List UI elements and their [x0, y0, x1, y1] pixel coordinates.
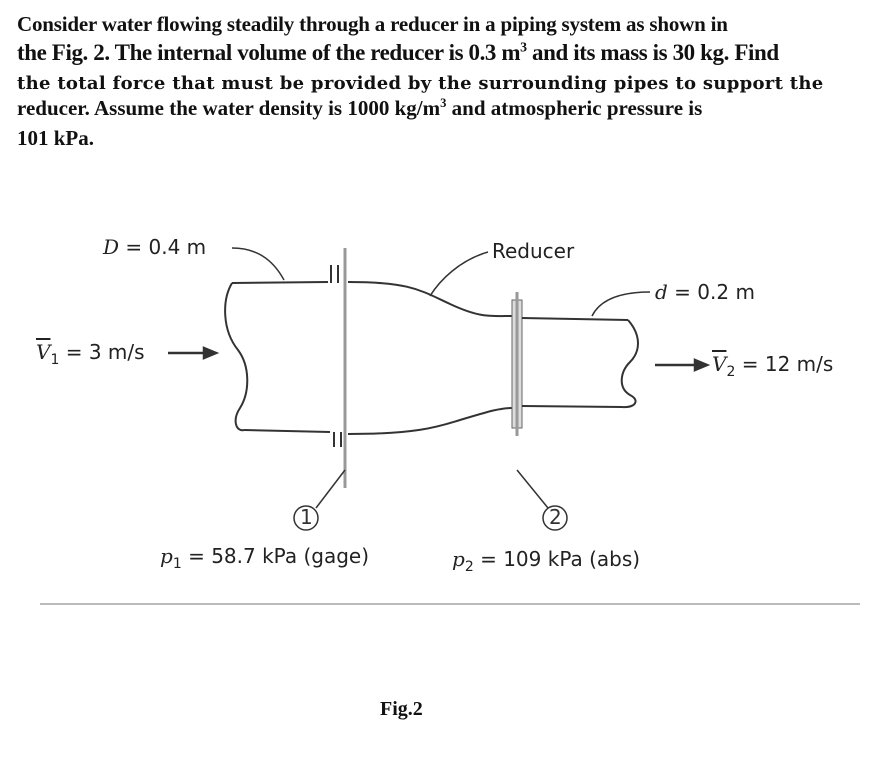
V1-value: = 3 m/s	[59, 340, 145, 364]
problem-line-5: 101 kPa.	[17, 126, 95, 150]
flange-1	[331, 265, 341, 447]
V2-symbol: $\overline{V}$	[712, 352, 727, 376]
D-value: = 0.4 m	[119, 235, 207, 259]
inlet-arrow-head	[204, 348, 216, 358]
d-value: = 0.2 m	[667, 280, 755, 304]
cubic-superscript: 3	[520, 39, 527, 55]
V2-subscript: 2	[726, 364, 736, 380]
d-symbol: d	[655, 280, 668, 304]
V1-symbol: $\overline{V}$	[36, 340, 51, 364]
reducer-bottom	[348, 408, 512, 434]
problem-line-4-tail: and atmospheric pressure is	[446, 96, 703, 120]
problem-line-4-text: reducer. Assume the water density is 1000 kg/m	[17, 96, 441, 120]
section-1-leader	[316, 470, 345, 508]
problem-line-1: Consider water flowing steadily through a reducer in a piping system as shown in	[17, 12, 728, 36]
D-leader	[232, 248, 284, 280]
V2-label	[712, 352, 833, 380]
V2-value: = 12 m/s	[735, 352, 834, 376]
inlet-pipe-bottom	[244, 430, 330, 432]
reducer-top	[348, 282, 512, 316]
problem-line-2-tail: and its mass is 30 kg. Find	[526, 40, 779, 65]
inlet-break-line	[225, 283, 247, 430]
section-1-number: 1	[300, 505, 313, 529]
cubic-superscript: 3	[440, 96, 447, 110]
p1-symbol: p	[160, 544, 173, 568]
d-leader	[592, 292, 650, 316]
p1-subscript: 1	[172, 556, 182, 572]
p2-subscript: 2	[464, 559, 474, 575]
reducer-leader	[430, 252, 488, 296]
figure-caption: Fig.2	[380, 698, 423, 720]
problem-line-2-text: the Fig. 2. The internal volume of the reducer is 0.3 m	[17, 40, 521, 65]
outlet-pipe-bottom	[522, 406, 622, 407]
outlet-break-line	[622, 320, 638, 407]
inlet-pipe-top	[232, 282, 328, 283]
d-label	[655, 280, 755, 304]
V1-label	[36, 340, 145, 368]
section-2-leader	[517, 470, 548, 508]
p2-label	[452, 547, 640, 575]
outlet-pipe-top	[522, 318, 628, 320]
V1-subscript: 1	[50, 352, 60, 368]
p2-value: = 109 kPa (abs)	[473, 547, 641, 571]
p1-value: = 58.7 kPa (gage)	[181, 544, 370, 568]
p1-label	[160, 544, 369, 572]
D-label	[103, 235, 206, 259]
reducer-label: Reducer	[492, 239, 575, 263]
problem-line-3: the total force that must be provided by the surrounding pipes to support the	[17, 73, 824, 94]
D-symbol: D	[103, 235, 120, 259]
outlet-arrow-head	[695, 360, 707, 370]
p2-symbol: p	[452, 547, 465, 571]
section-2-number: 2	[549, 505, 562, 529]
